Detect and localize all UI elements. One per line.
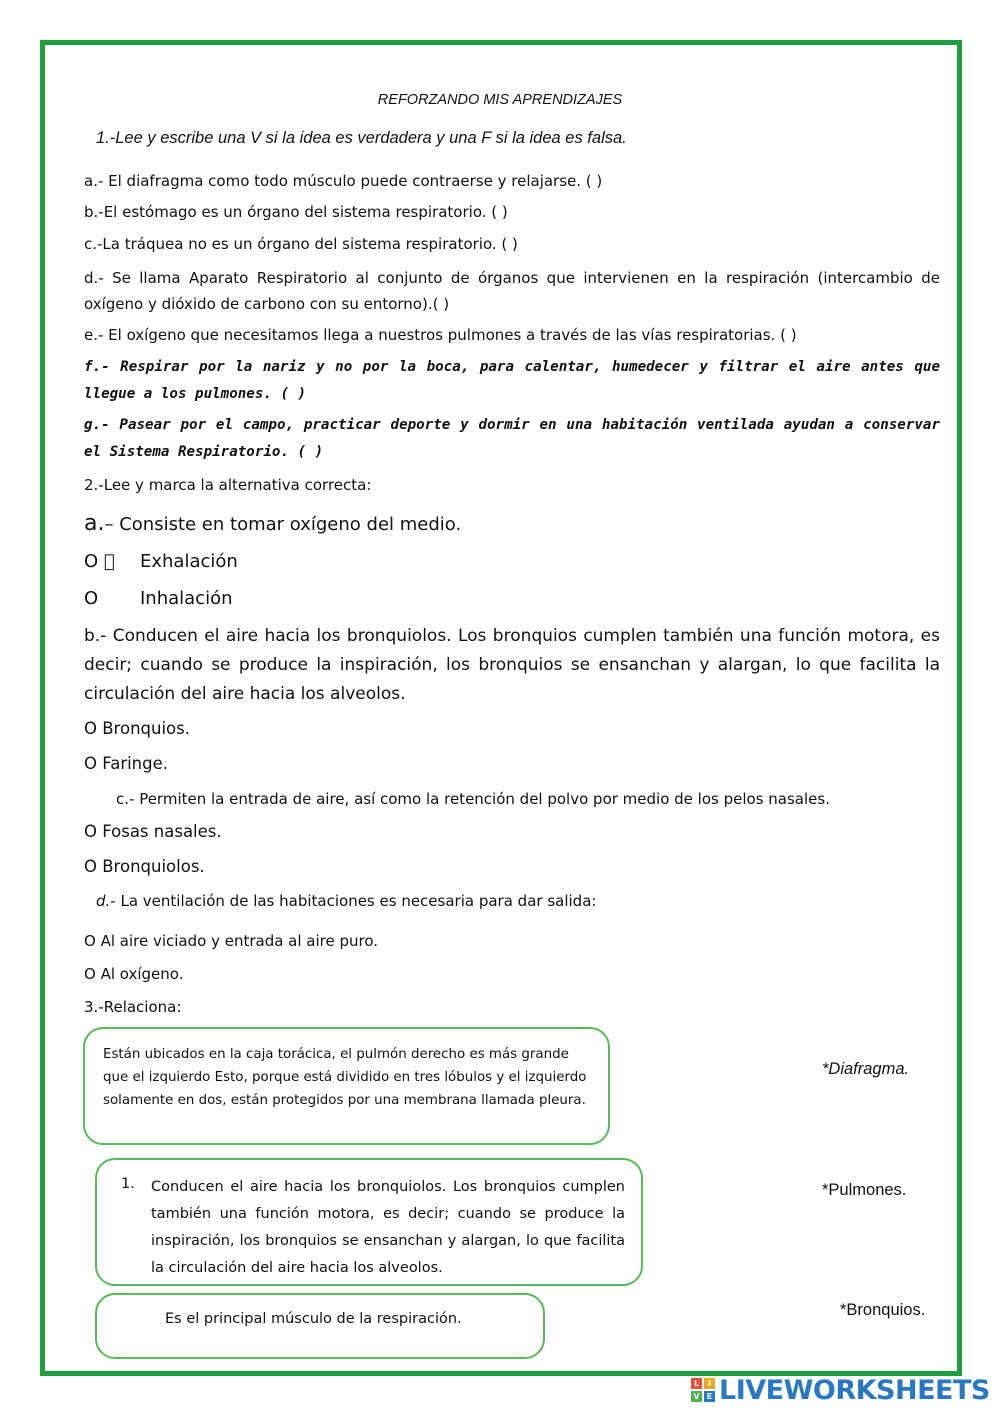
question-d [96,892,596,910]
tf-item-c: c.-La tráquea no es un órgano del sistema respiratorio. ( ) [84,235,518,253]
option-exhalacion[interactable] [84,551,238,572]
liveworksheets-logo [691,1375,990,1405]
question-d-letter: d. [96,892,111,910]
match-box-diafragma[interactable] [95,1293,545,1359]
answer-bronquios[interactable]: *Bronquios. [840,1301,926,1319]
option-bullet[interactable]: O [84,588,99,609]
option-aire-viciado[interactable]: O Al aire viciado y entrada al aire puro. [84,932,379,950]
section3-instruction: 3.-Relaciona: [84,998,182,1016]
question-c: c.- Permiten la entrada de aire, así como la retención del polvo por medio de los pelos nasales. [116,790,830,808]
match-box-text: Es el principal músculo de la respiración. [165,1311,462,1327]
match-box-bronquios[interactable] [95,1158,643,1286]
answer-pulmones[interactable]: *Pulmones. [822,1181,907,1199]
answer-diafragma[interactable]: *Diafragma. [822,1060,910,1078]
tf-item-b: b.-El estómago es un órgano del sistema respiratorio. ( ) [84,203,508,221]
option-bronquiolos[interactable]: O Bronquiolos. [84,857,205,876]
logo-letter-e: E [704,1391,715,1402]
question-b: b.- Conducen el aire hacia los bronquiolos. Los bronquios cumplen también una función motora, es decir; cuando se produce la inspiración, los bronquios se ensanchan y alargan, lo que facilita la circulación del aire hacia los alveolos. [84,626,940,704]
section2-instruction: 2.-Lee y marca la alternativa correcta: [84,476,372,494]
question-d-text: - La ventilación de las habitaciones es necesaria para dar salida: [110,892,597,910]
option-inhalacion[interactable] [84,588,233,609]
option-label: Exhalación [140,551,238,572]
logo-wordmark: LIVEWORKSHEETS [719,1374,990,1406]
tf-item-a: a.- El diafragma como todo músculo puede contraerse y relajarse. ( ) [84,172,603,190]
tf-item-d: d.- Se llama Aparato Respiratorio al conjunto de órganos que intervienen en la respiración (intercambio de oxígeno y dióxido de carbono con su entorno).( ) [84,269,940,313]
tf-item-g: g.- Pasear por el campo, practicar deporte y dormir en una habitación ventilada ayudan a conservar el Sistema Respiratorio. ( ) [84,417,940,460]
worksheet-title: REFORZANDO MIS APRENDIZAJES [377,92,623,108]
option-bullet[interactable]: O [84,551,99,572]
logo-letter-v: V [691,1391,702,1402]
match-box-number: 1. [121,1176,135,1192]
match-box-text: Conducen el aire hacia los bronquiolos. Los bronquios cumplen también una función motora, es decir; cuando se produce la inspiración, los bronquios se ensanchan y alargan, lo que facilita la circulación del aire hacia los alveolos. [151,1179,625,1276]
question-a [84,511,461,536]
tf-item-e: e.- El oxígeno que necesitamos llega a nuestros pulmones a través de las vías respiratorias. ( ) [84,326,797,344]
match-box-pulmones[interactable] [83,1027,610,1145]
option-bronquios[interactable]: O Bronquios. [84,719,190,738]
question-a-text: – Consiste en tomar oxígeno del medio. [104,514,462,535]
option-fosas-nasales[interactable]: O Fosas nasales. [84,822,222,841]
tf-item-f: f.- Respirar por la nariz y no por la boca, para calentar, humedecer y filtrar el aire antes que llegue a los pulmones. ( ) [84,359,940,402]
option-faringe[interactable]: O Faringe. [84,754,169,773]
match-box-text: Están ubicados en la caja torácica, el pulmón derecho es más grande que el izquierdo Esto, porque está dividido en tres lóbulos y el izquierdo solamente en dos, están protegidos por una membrana llamada pleura. [103,1047,587,1108]
option-label: Inhalación [140,588,233,609]
logo-letter-i: I [704,1378,715,1389]
question-a-letter: a. [84,511,105,536]
logo-icon [691,1378,715,1402]
option-oxigeno[interactable]: O Al oxígeno. [84,965,184,983]
section1-instruction: 1.-Lee y escribe una V si la idea es verdadera y una F si la idea es falsa. [96,129,627,147]
logo-letter-l: L [691,1378,702,1389]
